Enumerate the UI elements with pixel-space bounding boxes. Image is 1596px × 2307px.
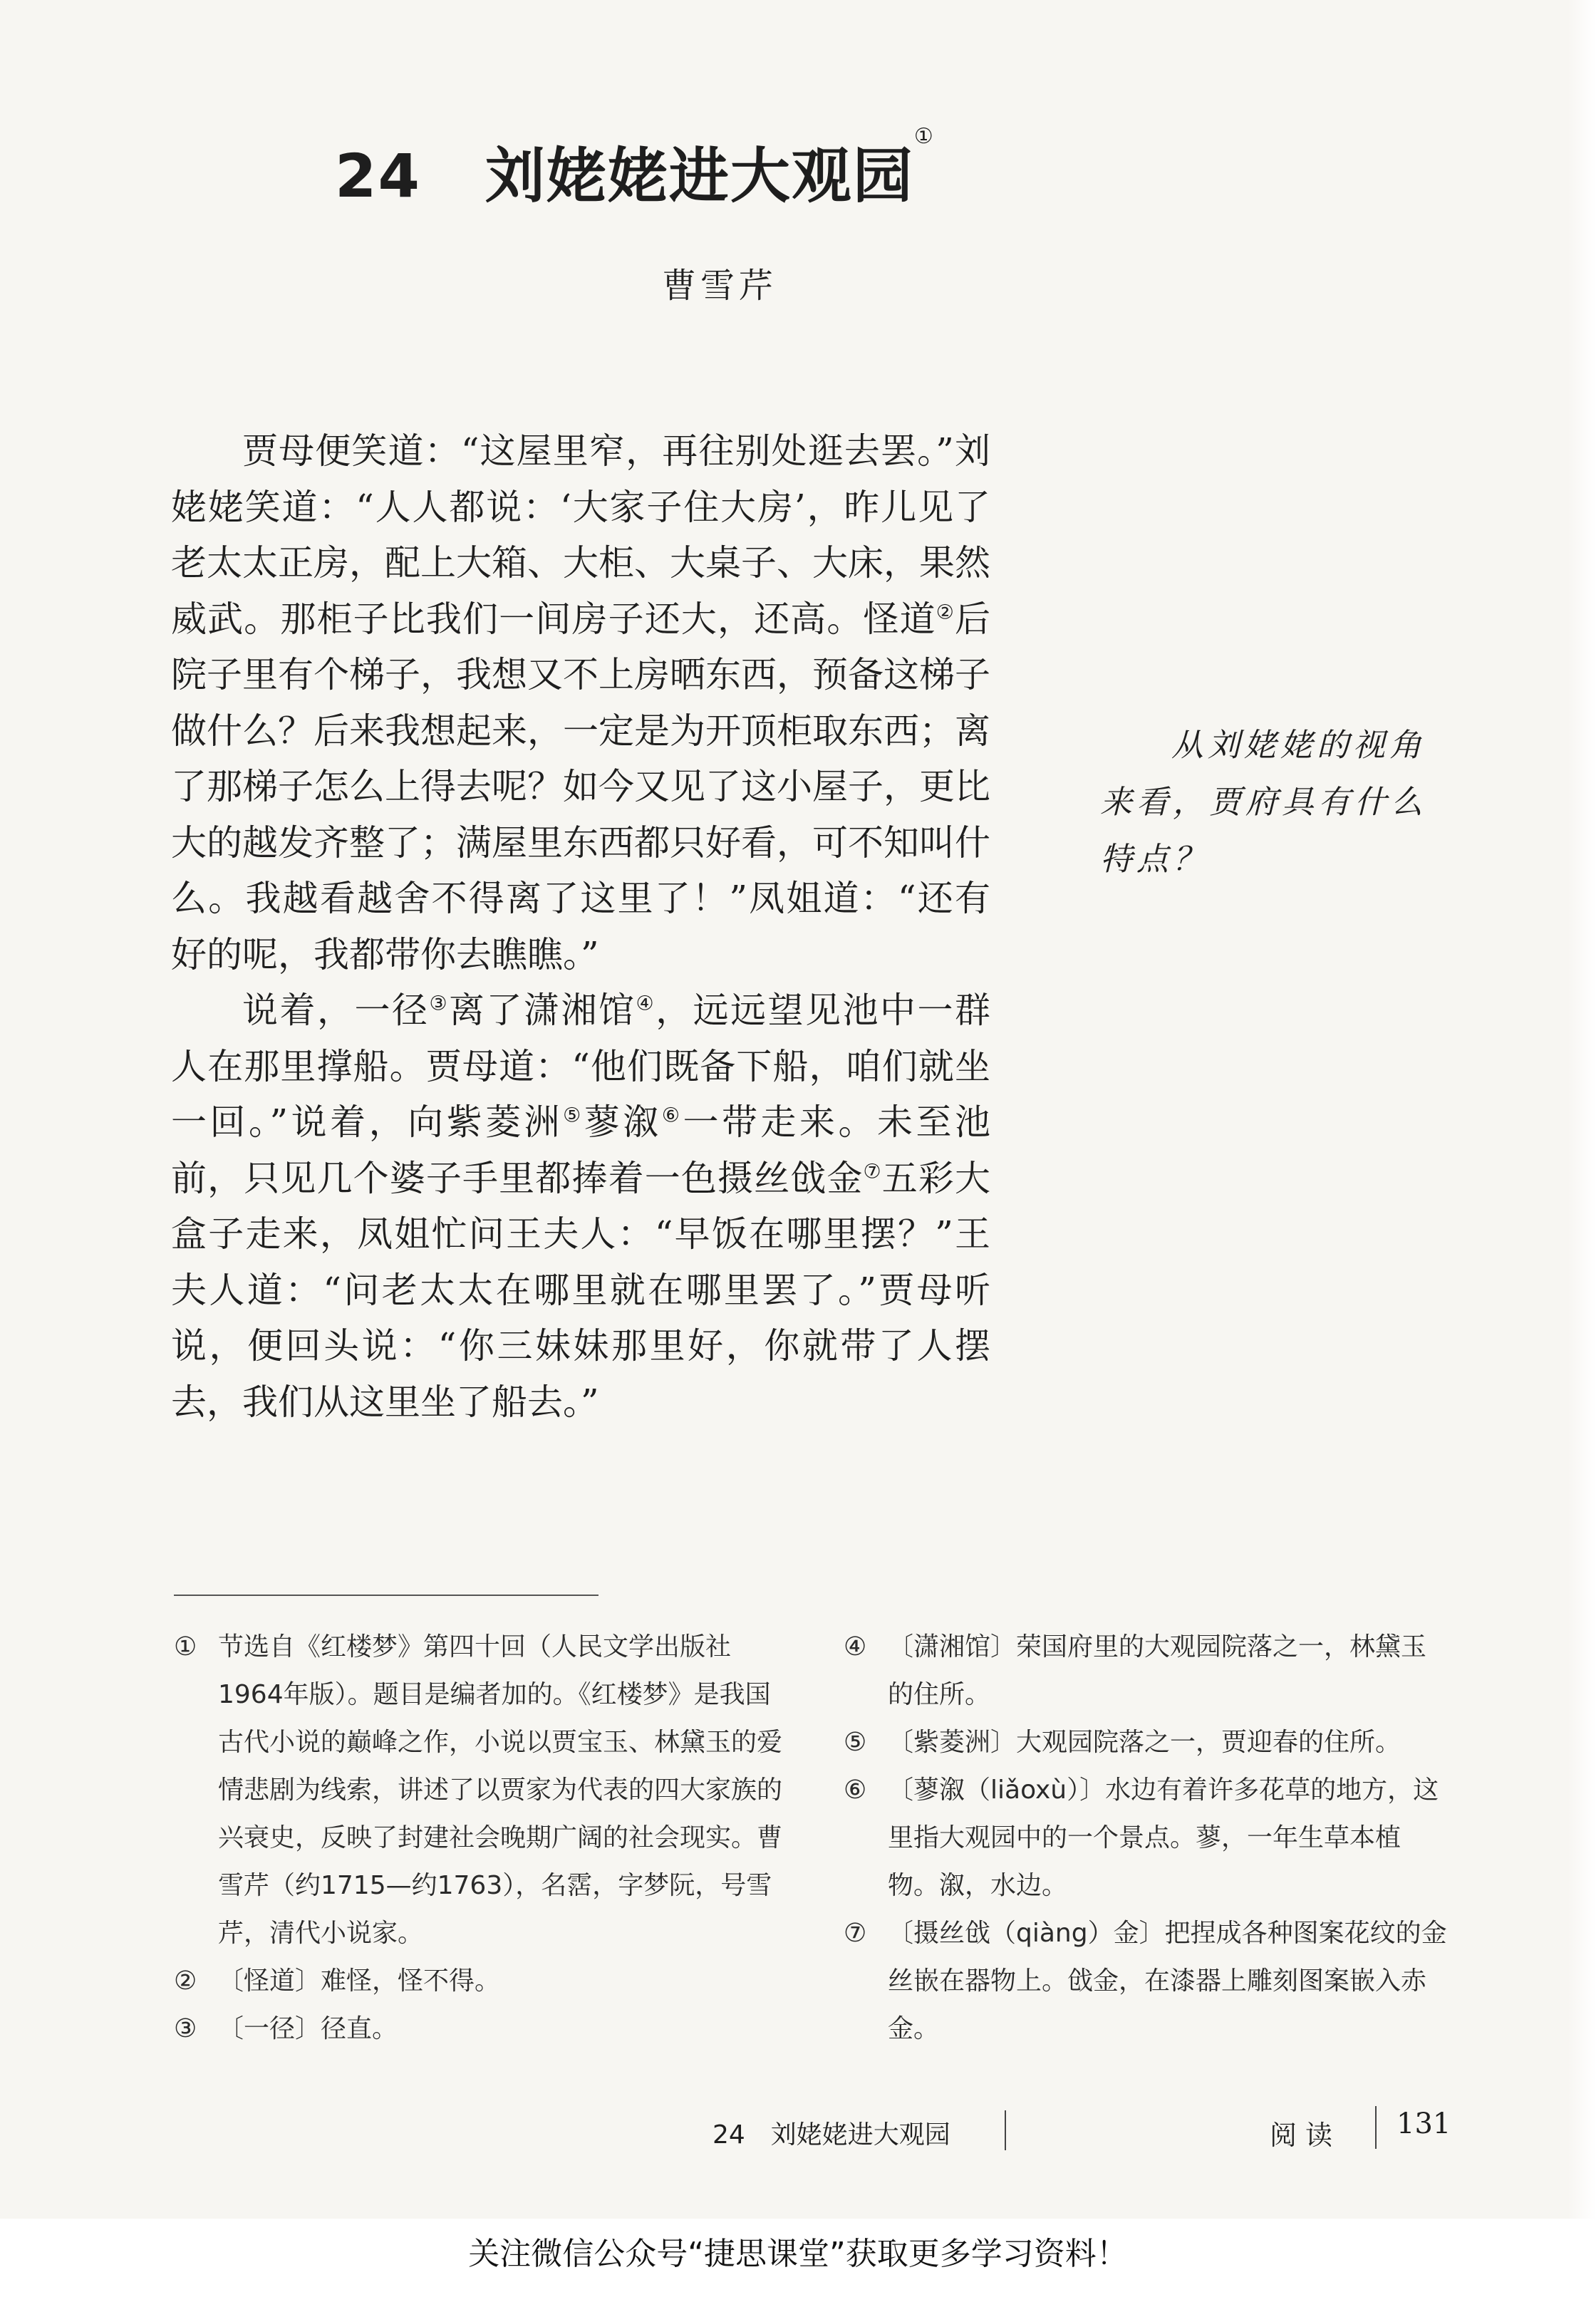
footnote-text: 〔紫菱洲〕大观园院落之一，贾迎春的住所。 xyxy=(888,1728,1401,1757)
author: 曹雪芹 xyxy=(661,266,777,306)
paragraph-2-part-2: 离了潇湘馆 xyxy=(449,990,636,1031)
footnote-item xyxy=(174,1623,787,1957)
footnotes-left-column xyxy=(174,1623,787,2053)
footnote-text: 节选自《红楼梦》第四十回（人民文学出版社1964年版）。题目是编者加的。《红楼梦》是我国古代小说的巅峰之作，小说以贾宝玉、林黛玉的爱情悲剧为线索，讲述了以贾家为代表的四大家族的兴衰史，反映了封建社会晚期广阔的社会现实。曹雪芹（约1715—约1763），名霑，字梦阮，号雪芹，清代小说家。 xyxy=(218,1632,783,1948)
footnote-mark: ⑦ xyxy=(844,1919,867,1948)
margin-question-text: 从刘姥姥的视角来看，贾府具有什么特点？ xyxy=(1100,726,1428,878)
paragraph-2-part-5: 一带走来。未至池前，只见几个婆子手里都捧着一色摄丝戗金 xyxy=(171,1101,991,1199)
footnote-mark: ② xyxy=(174,1966,197,1996)
footnote-mark: ⑤ xyxy=(844,1728,867,1757)
page-number: 131 xyxy=(1396,2108,1451,2140)
paragraph-2-part-6: 五彩大盒子走来，凤姐忙问王夫人：“早饭在哪里摆？”王夫人道：“问老太太在哪里就在哪里罢了。”贾母听说，便回头说：“你三妹妹那里好，你就带了人摆去，我们从这里坐了船去。” xyxy=(171,1157,990,1423)
footnote-ref-2: ② xyxy=(936,599,955,623)
paragraph-1-part-1: 贾母便笑道：“这屋里窄，再往别处逛去罢。”刘姥姥笑道：“人人都说：‘大家子住大房’，昨儿见了老太太正房，配上大箱、大柜、大桌子、大床，果然威武。那柜子比我们一间房子还大，还高。怪道 xyxy=(171,430,990,640)
paragraph-1 xyxy=(171,423,990,983)
footnote-mark: ③ xyxy=(174,2014,197,2043)
footnote-text: 〔蓼溆（liǎoxù）〕水边有着许多花草的地方，这里指大观园中的一个景点。蓼，一年生草本植物。溆，水边。 xyxy=(888,1775,1439,1900)
paragraph-2 xyxy=(171,983,990,1430)
lesson-title xyxy=(335,124,1119,214)
main-text xyxy=(171,423,990,1430)
footnote-ref-6: ⑥ xyxy=(661,1103,683,1127)
footnote-text: 〔摄丝戗（qiàng）金〕把捏成各种图案花纹的金丝嵌在器物上。戗金，在漆器上雕刻图案嵌入赤金。 xyxy=(888,1919,1447,2043)
title-footnote-mark: ① xyxy=(913,124,935,149)
footnote-ref-7: ⑦ xyxy=(863,1158,882,1183)
footnote-mark: ⑥ xyxy=(844,1775,867,1805)
footnote-text: 〔一径〕径直。 xyxy=(218,2014,398,2043)
footer-divider xyxy=(1375,2106,1377,2149)
promo-banner: 关注微信公众号“捷思课堂”获取更多学习资料！ xyxy=(0,2219,1596,2307)
running-footer-title: 24 刘姥姥进大观园 xyxy=(712,2120,950,2150)
footnote-text: 〔潇湘馆〕荣国府里的大观园院落之一，林黛玉的住所。 xyxy=(888,1632,1427,1709)
footnote-divider xyxy=(174,1595,598,1596)
footnote-ref-4: ④ xyxy=(636,991,656,1015)
page-edge-shadow xyxy=(1568,0,1596,2307)
running-footer-section: 阅读 xyxy=(1270,2120,1342,2151)
footnote-item xyxy=(844,1909,1449,2053)
footnote-item xyxy=(174,2005,787,2053)
footnote-item xyxy=(174,1957,787,2005)
footnote-ref-5: ⑤ xyxy=(563,1103,584,1127)
footnote-item xyxy=(844,1766,1449,1909)
footer-divider xyxy=(1005,2110,1006,2150)
footnotes-right-column xyxy=(844,1623,1449,2053)
footnote-item xyxy=(844,1623,1449,1718)
lesson-number: 24 xyxy=(335,141,421,211)
footnote-ref-3: ③ xyxy=(429,991,450,1015)
footnote-mark: ④ xyxy=(844,1632,867,1661)
paragraph-2-part-3: ，远远望见池中一群人在那里撑船。贾母道：“他们既备下船，咱们就坐一回。”说着，向紫菱洲 xyxy=(171,990,991,1143)
paragraph-2-part-4: 蓼溆 xyxy=(584,1101,662,1143)
lesson-title-text: 刘姥姥进大观园 xyxy=(484,141,914,211)
margin-question xyxy=(1100,717,1456,888)
footnote-item xyxy=(844,1718,1449,1766)
footnote-text: 〔怪道〕难怪，怪不得。 xyxy=(218,1966,501,1996)
paragraph-2-part-1: 说着，一径 xyxy=(242,990,430,1031)
paragraph-1-part-2: 后院子里有个梯子，我想又不上房晒东西，预备这梯子做什么？后来我想起来，一定是为开顶柜取东西；离了那梯子怎么上得去呢？如今又见了这小屋子，更比大的越发齐整了；满屋里东西都只好看，可不知叫什么。我越看越舍不得离了这里了！”凤姐道：“还有好的呢，我都带你去瞧瞧。” xyxy=(171,598,990,975)
footnote-mark: ① xyxy=(174,1632,197,1661)
